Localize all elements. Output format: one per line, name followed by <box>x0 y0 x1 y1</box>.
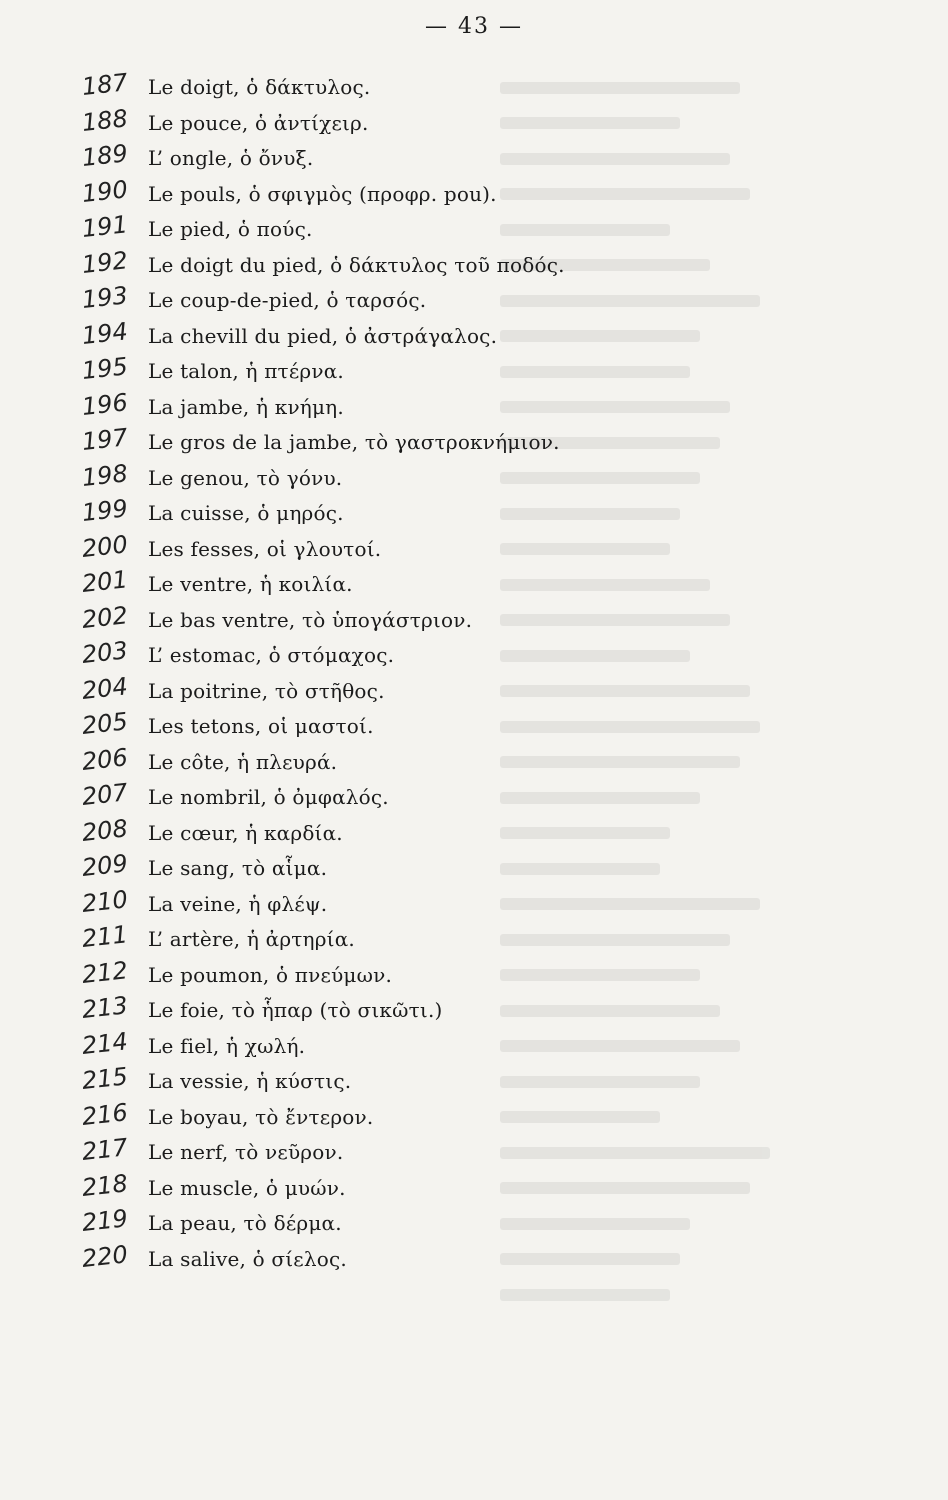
list-item <box>0 707 940 746</box>
entry-text: Le doigt du pied, ὁ δάκτυλος τοῦ ποδός. <box>148 252 565 277</box>
handwritten-number: 204 <box>80 671 130 705</box>
list-item <box>0 210 940 249</box>
list-item <box>0 494 940 533</box>
handwritten-number: 201 <box>80 565 130 598</box>
list-item <box>0 778 940 817</box>
entry-text: Le pouce, ὁ ἀντίχειρ. <box>148 110 369 135</box>
handwritten-number: 199 <box>80 494 130 527</box>
handwritten-number: 220 <box>80 1239 130 1273</box>
list-item <box>0 920 940 959</box>
entry-text: Le foie, τὸ ἧπαρ (τὸ σικῶτι.) <box>148 998 443 1022</box>
entry-text: Le côte, ἡ πλευρά. <box>148 749 338 774</box>
list-item <box>0 849 940 888</box>
handwritten-number: 212 <box>80 955 130 989</box>
handwritten-number: 196 <box>80 387 130 421</box>
entry-text: La vessie, ἡ κύστις. <box>148 1069 352 1093</box>
handwritten-number: 191 <box>80 210 130 243</box>
entry-text: Le talon, ἡ πτέρνα. <box>148 359 344 383</box>
handwritten-number: 193 <box>80 281 130 314</box>
entry-text: L’ artère, ἡ ἀρτηρία. <box>148 927 355 951</box>
entry-text: La poitrine, τὸ στῆθος. <box>148 678 385 703</box>
handwritten-number: 209 <box>80 849 130 882</box>
entry-text: La chevill du pied, ὁ ἀστράγαλος. <box>148 323 498 348</box>
handwritten-number: 219 <box>80 1204 130 1237</box>
list-item <box>0 139 940 178</box>
list-item <box>0 68 940 107</box>
handwritten-number: 214 <box>80 1026 130 1060</box>
handwritten-number: 192 <box>80 245 130 279</box>
handwritten-number: 208 <box>80 813 130 847</box>
entry-text: Le poumon, ὁ πνεύμων. <box>148 962 393 987</box>
entry-text: Le bas ventre, τὸ ὑπογάστριον. <box>148 607 473 632</box>
handwritten-number: 217 <box>80 1133 130 1166</box>
handwritten-number: 198 <box>80 458 130 492</box>
entry-text: Le cœur, ἡ καρδία. <box>148 820 343 845</box>
entry-text: Le fiel, ἡ χωλή. <box>148 1033 306 1058</box>
entry-text: La jambe, ἡ κνήμη. <box>148 394 344 419</box>
entry-text: Le coup-de-pied, ὁ ταρσός. <box>148 288 427 312</box>
entry-text: Le nerf, τὸ νεῦρον. <box>148 1140 344 1164</box>
handwritten-number: 200 <box>80 529 130 563</box>
entry-text: Le doigt, ὁ δάκτυλος. <box>148 75 371 99</box>
entry-text: Les fesses, οἱ γλουτοί. <box>148 536 382 561</box>
list-item <box>0 1062 940 1101</box>
entry-text: La cuisse, ὁ μηρός. <box>148 501 344 525</box>
list-item <box>0 423 940 462</box>
entry-text: Le genou, τὸ γόνυ. <box>148 465 343 490</box>
handwritten-number: 188 <box>80 103 130 137</box>
entry-text: Le pouls, ὁ σφιγμὸς (προφρ. pou). <box>148 181 497 206</box>
handwritten-number: 202 <box>80 600 130 634</box>
entry-text: Le boyau, τὸ ἔντερον. <box>148 1104 374 1129</box>
entry-text: La veine, ἡ φλέψ. <box>148 891 328 916</box>
list-item <box>0 565 940 604</box>
list-item <box>0 636 940 675</box>
handwritten-number: 205 <box>80 707 130 740</box>
entry-text: Le ventre, ἡ κοιλία. <box>148 572 353 596</box>
list-item <box>0 352 940 391</box>
entry-text: Le muscle, ὁ μυών. <box>148 1175 346 1200</box>
list-item <box>0 991 940 1030</box>
handwritten-number: 218 <box>80 1168 130 1202</box>
handwritten-number: 215 <box>80 1062 130 1095</box>
handwritten-number: 207 <box>80 778 130 811</box>
entry-text: Le sang, τὸ αἷμα. <box>148 856 328 880</box>
handwritten-number: 194 <box>80 316 130 350</box>
vocabulary-list <box>0 68 940 1278</box>
bleed-line <box>500 1277 940 1313</box>
entry-text: La peau, τὸ δέρμα. <box>148 1211 342 1235</box>
handwritten-number: 189 <box>80 139 130 172</box>
entry-text: L’ estomac, ὁ στόμαχος. <box>148 643 395 667</box>
handwritten-number: 195 <box>80 352 130 385</box>
entry-text: Le nombril, ὁ ὀμφαλός. <box>148 785 389 809</box>
handwritten-number: 187 <box>80 68 130 101</box>
list-item <box>0 1204 940 1243</box>
handwritten-number: 190 <box>80 174 130 208</box>
entry-text: Le pied, ὁ πούς. <box>148 217 313 241</box>
handwritten-number: 210 <box>80 884 130 918</box>
handwritten-number: 203 <box>80 636 130 669</box>
entry-text: La salive, ὁ σίελος. <box>148 1246 347 1271</box>
list-item <box>0 1133 940 1172</box>
entry-text: L’ ongle, ὁ ὄνυξ. <box>148 146 314 170</box>
handwritten-number: 213 <box>80 991 130 1024</box>
handwritten-number: 216 <box>80 1097 130 1131</box>
handwritten-number: 206 <box>80 742 130 776</box>
page-number: — 43 — <box>425 14 523 39</box>
handwritten-number: 197 <box>80 423 130 456</box>
entry-text: Le gros de la jambe, τὸ γαστροκνήμιον. <box>148 430 560 454</box>
list-item <box>0 281 940 320</box>
entry-text: Les tetons, οἱ μαστοί. <box>148 714 374 738</box>
handwritten-number: 211 <box>80 920 130 953</box>
list-item <box>0 1239 940 1279</box>
